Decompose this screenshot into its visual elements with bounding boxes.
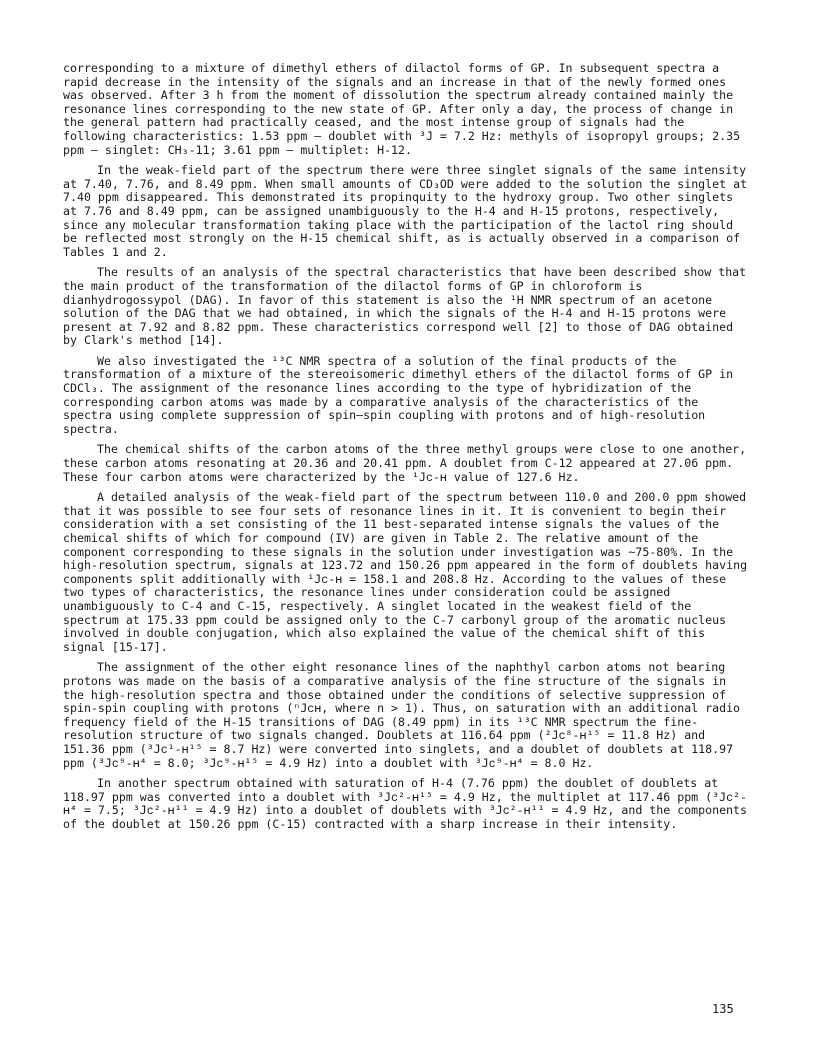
paragraph-weak-field-singlets: In the weak-field part of the spectrum there were three singlet signals of the same intensity at 7.40, 7.76, and 8.49 ppm. When small amounts of CD₃OD were added to the solution the singlet at 7.40 ppm disappeared. This demonstrated its propinquity to the hydroxy group. Two other singlets at 7.76 and 8.49 ppm, can be assigned unambiguously to the H-4 and H-15 protons, respectively, since any molecular transformation taking place with the participation of the lactol ring should be reflected most strongly on the H-15 chemical shift, as is actually observed in a comparison of Tables 1 and 2. xyxy=(63,163,748,259)
article-body xyxy=(63,62,753,838)
paragraph-h4-saturation: In another spectrum obtained with saturation of H-4 (7.76 ppm) the doublet of doublets at 118.97 ppm was converted into a doublet with ³Jᴄ²-ʜ¹⁵ = 4.9 Hz, the multiplet at 117.46 ppm (³Jᴄ²-ʜ⁴ = 7.5; ³Jᴄ²-ʜ¹¹ = 4.9 Hz) into a doublet of doublets with ³Jᴄ²-ʜ¹¹ = 4.9 Hz, and the components of the doublet at 150.26 ppm (C-15) contracted with a sharp increase in their intensity. xyxy=(63,776,747,831)
paragraph-methyl-shifts: The chemical shifts of the carbon atoms of the three methyl groups were close to one another, these carbon atoms resonating at 20.36 and 20.41 ppm. A doublet from C-12 appeared at 27.06 ppm. These four carbon atoms were characterized by the ¹Jᴄ-ʜ value of 127.6 Hz. xyxy=(63,442,747,484)
paragraph-13c-nmr: We also investigated the ¹³C NMR spectra of a solution of the final products of the transformation of a mixture of the stereoisomeric dimethyl ethers of the dilactol forms of GP in CDCl₃. The assignment of the resonance lines according to the type of hybridization of the corresponding carbon atoms was made by a comparative analysis of the characteristics of the spectra using complete suppression of spin—spin coupling with protons and of high-resolution spectra. xyxy=(63,353,734,436)
paragraph-naphthyl-assignment: The assignment of the other eight resonance lines of the naphthyl carbon atoms not bearing protons was made on the basis of a comparative analysis of the fine structure of the signals in the high-resolution spectra and those obtained under the conditions of selective suppression of spin-spin coupling with protons (ⁿJᴄʜ, where n > 1). Thus, on saturation with an additional radio frequency field of the H-15 transitions of DAG (8.49 ppm) in its ¹³C NMR spectrum the fine-resolution structure of two signals changed. Doublets at 116.64 ppm (²Jᴄ⁸-ʜ¹⁵ = 11.8 Hz) and 151.36 ppm (³Jᴄ¹-ʜ¹⁵ = 8.7 Hz) were converted into singlets, and a doublet of doublets at 118.97 ppm (³Jᴄ⁹-ʜ⁴ = 8.0; ³Jᴄ⁹-ʜ¹⁵ = 4.9 Hz) into a doublet with ³Jᴄ⁹-ʜ⁴ = 8.0 Hz. xyxy=(63,660,741,770)
page-number: 135 xyxy=(712,1002,734,1016)
paragraph-weak-field-analysis: A detailed analysis of the weak-field part of the spectrum between 110.0 and 200.0 ppm showed that it was possible to see four sets of resonance lines in it. It is convenient to begin their consideration with a set consisting of the 11 best-separated intense signals the values of the chemical shifts of which for compound (IV) are given in Table 2. The relative amount of the component corresponding to these signals in the solution under investigation was ~75-80%. In the high-resolution spectrum, signals at 123.72 and 150.26 ppm appeared in the form of doublets having components split additionally with ¹Jᴄ-ʜ = 158.1 and 208.8 Hz. According to the values of these two types of characteristics, the resonance lines under consideration could be assigned unambiguously to C-4 and C-15, respectively. A singlet located in the weakest field of the spectrum at 175.33 ppm could be assigned only to the C-7 carbonyl group of the aromatic nucleus involved in double conjugation, which also explained the value of the chemical shift of this signal [15-17]. xyxy=(63,490,748,654)
paragraph-continuation: corresponding to a mixture of dimethyl ethers of dilactol forms of GP. In subsequent spectra a rapid decrease in the intensity of the signals and an increase in that of the newly formed ones was observed. After 3 h from the moment of dissolution the spectrum already contained mainly the resonance lines corresponding to the new state of GP. After only a day, the process of change in the general pattern had practically ceased, and the most intense group of signals had the following characteristics: 1.53 ppm — doublet with ³J = 7.2 Hz: methyls of isopropyl groups; 2.35 ppm — singlet: CH₃-11; 3.61 ppm — multiplet: H-12. xyxy=(63,61,741,157)
paragraph-dag-identification: The results of an analysis of the spectral characteristics that have been described show that the main product of the transformation of the dilactol forms of GP in chloroform is dianhydrogossypol (DAG). In favor of this statement is also the ¹H NMR spectrum of an acetone solution of the DAG that we had obtained, in which the signals of the H-4 and H-15 protons were present at 7.92 and 8.82 ppm. These characteristics correspond well [2] to those of DAG obtained by Clark's method [14]. xyxy=(63,265,747,348)
